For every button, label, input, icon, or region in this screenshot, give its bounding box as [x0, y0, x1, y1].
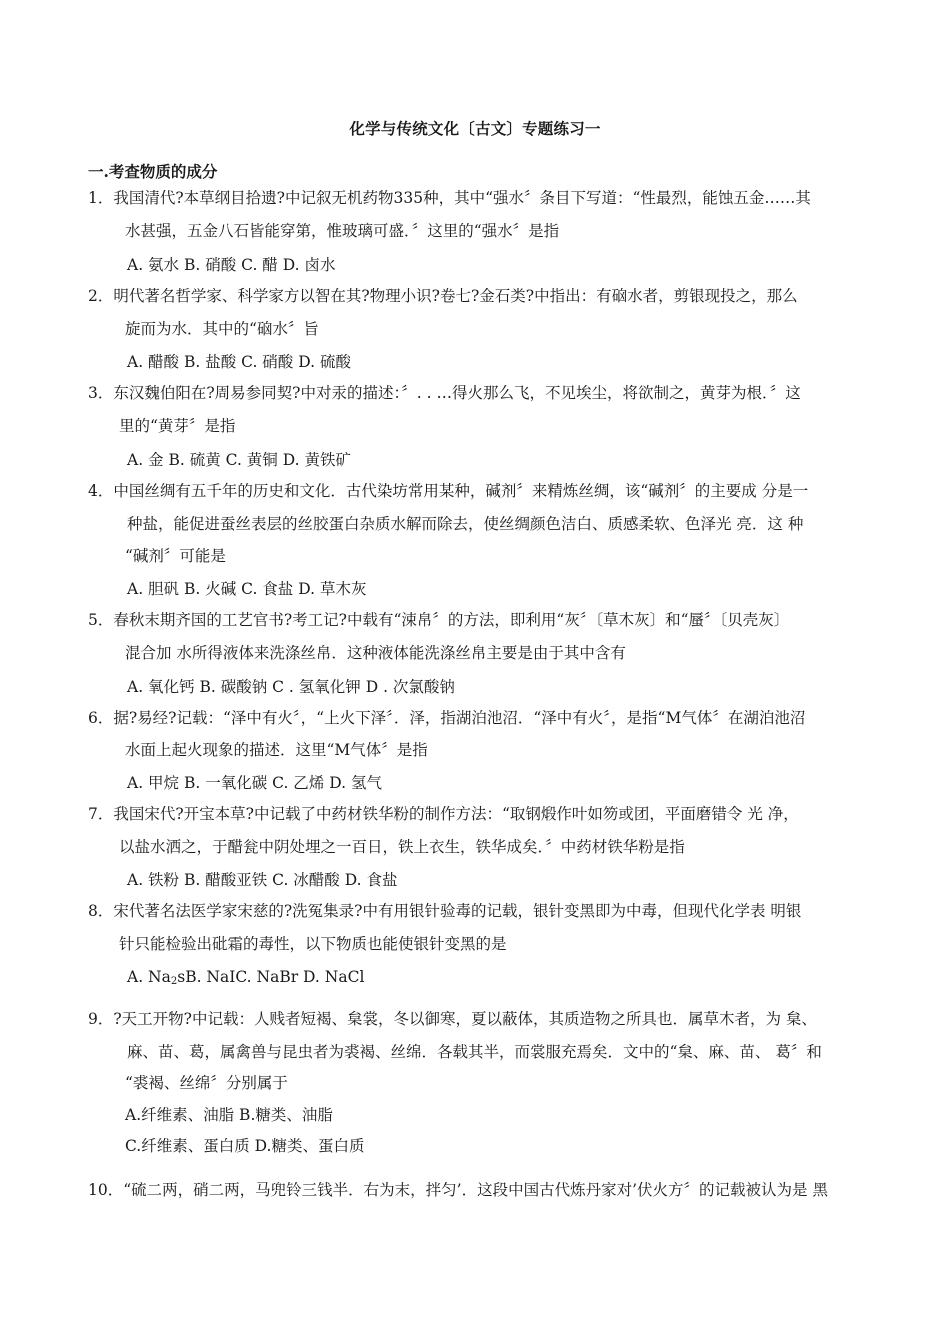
question-10-text: ．“硫二两，硝二两，马兜铃三钱半．右为末，拌匀’．这段中国古代炼丹家对’伏火方〞的记载被认为是 黑 — [107, 1181, 828, 1199]
question-8-option-a: A. Na — [127, 968, 171, 986]
question-9-line-1 — [88, 1009, 817, 1029]
question-5-text: ．春秋末期齐国的工艺官书?考工记?中载有“涑帛〞的方法，即利用“灰〞〔草木灰〕和“蜃〞〔贝壳灰〕 — [97, 611, 790, 629]
question-9-number: 9 — [88, 1010, 98, 1028]
question-3-line-2: 里的“黄芽〞是指 — [119, 417, 236, 435]
question-2-options: A. 醋酸 B. 盐酸 C. 硝酸 D. 硫酸 — [127, 353, 351, 371]
question-9-text: ．?天工开物?中记载：人贱者短褐、枲裳，冬以御寒，夏以蔽体，其质造物之所具也．属草木者，为 枲、 — [97, 1010, 817, 1028]
question-8-number: 8 — [88, 902, 98, 920]
question-2-number: 2 — [88, 287, 98, 305]
question-7-options: A. 铁粉 B. 醋酸亚铁 C. 冰醋酸 D. 食盐 — [127, 871, 398, 889]
question-6-options: A. 甲烷 B. 一氧化碳 C. 乙烯 D. 氢气 — [127, 774, 382, 792]
question-8-text: ．宋代著名法医学家宋慈的?洗冤集录?中有用银针验毒的记载，银针变黑即为中毒，但现代化学表 明银 — [97, 902, 802, 920]
question-2-line-1 — [88, 286, 798, 306]
question-8-subscript: 2 — [170, 976, 178, 987]
question-8-line-1 — [88, 901, 801, 921]
question-5-line-1 — [88, 610, 789, 630]
question-5-options: A. 氧化钙 B. 碳酸钠 C . 氢氧化钾 D . 次氯酸钠 — [127, 678, 455, 696]
question-4-line-2: 种盐，能促进蚕丝表层的丝胶蛋白杂质水解而除去，使丝绸颜色洁白、质感柔软、色泽光 亮．这 种 — [127, 515, 804, 533]
question-1-options: A. 氨水 B. 硝酸 C. 醋 D. 卤水 — [127, 256, 336, 274]
question-4-line-1 — [88, 481, 808, 501]
question-1-line-1 — [88, 188, 811, 208]
question-4-text: ．中国丝绸有五千年的历史和文化．古代染坊常用某种，碱剂〞来精炼丝绸，该“碱剂〞的主要成 分是一 — [97, 482, 809, 500]
question-9-line-2: 麻、苗、葛，属禽兽与昆虫者为裘褐、丝绵．各载其半，而裳服充焉矣．文中的“枲、麻、苗、 葛〞和 — [127, 1043, 822, 1061]
question-4-number: 4 — [88, 482, 98, 500]
question-3-options: A. 金 B. 硫黄 C. 黄铜 D. 黄铁矿 — [127, 451, 351, 469]
question-3-line-1 — [88, 383, 801, 403]
question-3-text: ．东汉魏伯阳在?周易参同契?中对汞的描述：〞. . …得火那么飞，不见埃尘，将欲制之，黄芽为根．〞这 — [97, 384, 801, 402]
question-1-number: 1 — [88, 189, 98, 207]
question-5-number: 5 — [88, 611, 98, 629]
question-10-number: 10 — [88, 1181, 108, 1199]
section-heading: 一.考查物质的成分 — [88, 162, 218, 181]
question-9-line-3: “裘褐、丝绵〞分别属于 — [125, 1074, 288, 1092]
question-6-line-2: 水面上起火现象的描述．这里“M气体〞是指 — [125, 741, 428, 759]
question-6-line-1 — [88, 708, 805, 728]
question-1-line-2: 水甚强，五金八石皆能穿第，惟玻璃可盛．〞这里的“强水〞是指 — [125, 222, 560, 240]
question-5-line-2: 混合加 水所得液体来洗涤丝帛．这种液体能洗涤丝帛主要是由于其中含有 — [125, 644, 626, 662]
question-4-options: A. 胆矾 B. 火碱 C. 食盐 D. 草木灰 — [127, 580, 367, 598]
question-2-line-2: 旋而为水．其中的“硇水〞旨 — [125, 320, 319, 338]
question-9-options-1: A.纤维素、油脂 B.糖类、油脂 — [125, 1106, 333, 1124]
question-10-line-1 — [88, 1180, 828, 1200]
question-6-number: 6 — [88, 709, 98, 727]
question-7-number: 7 — [88, 805, 98, 823]
question-8-option-rest: sB. NaIC. NaBr D. NaCl — [177, 968, 365, 986]
question-8-options — [127, 967, 364, 992]
page-title: 化学与传统文化〔古文〕专题练习一 — [349, 119, 601, 138]
question-2-text: ．明代著名哲学家、科学家方以智在其?物理小识?卷七?金石类?中指出：有硇水者，剪银现投之，那么 — [97, 287, 798, 305]
question-9-options-2: C.纤维素、蛋白质 D.糖类、蛋白质 — [125, 1137, 365, 1155]
question-7-line-2: 以盐水洒之，于醋瓮中阴处埋之一百日，铁上衣生，铁华成矣．〞中药材铁华粉是指 — [119, 838, 685, 856]
question-6-text: ．据?易经?记载：“泽中有火〞，“上火下泽〞．泽，指湖泊池沼．“泽中有火〞，是指“M气体〞在湖泊池沼 — [97, 709, 806, 727]
question-7-line-1 — [88, 804, 799, 824]
question-3-number: 3 — [88, 384, 98, 402]
question-4-line-3: “碱剂〞可能是 — [125, 547, 226, 565]
question-1-text: ．我国清代?本草纲目拾遗?中记叙无机药物335种，其中“强水〞条目下写道：“性最烈，能蚀五金……其 — [97, 189, 811, 207]
question-7-text: ．我国宋代?开宝本草?中记载了中药材铁华粉的制作方法：“取钢煅作叶如笏或团，平面磨错令 光 净， — [97, 805, 799, 823]
question-8-line-2: 针只能检验出砒霜的毒性，以下物质也能使银针变黑的是 — [119, 935, 507, 953]
